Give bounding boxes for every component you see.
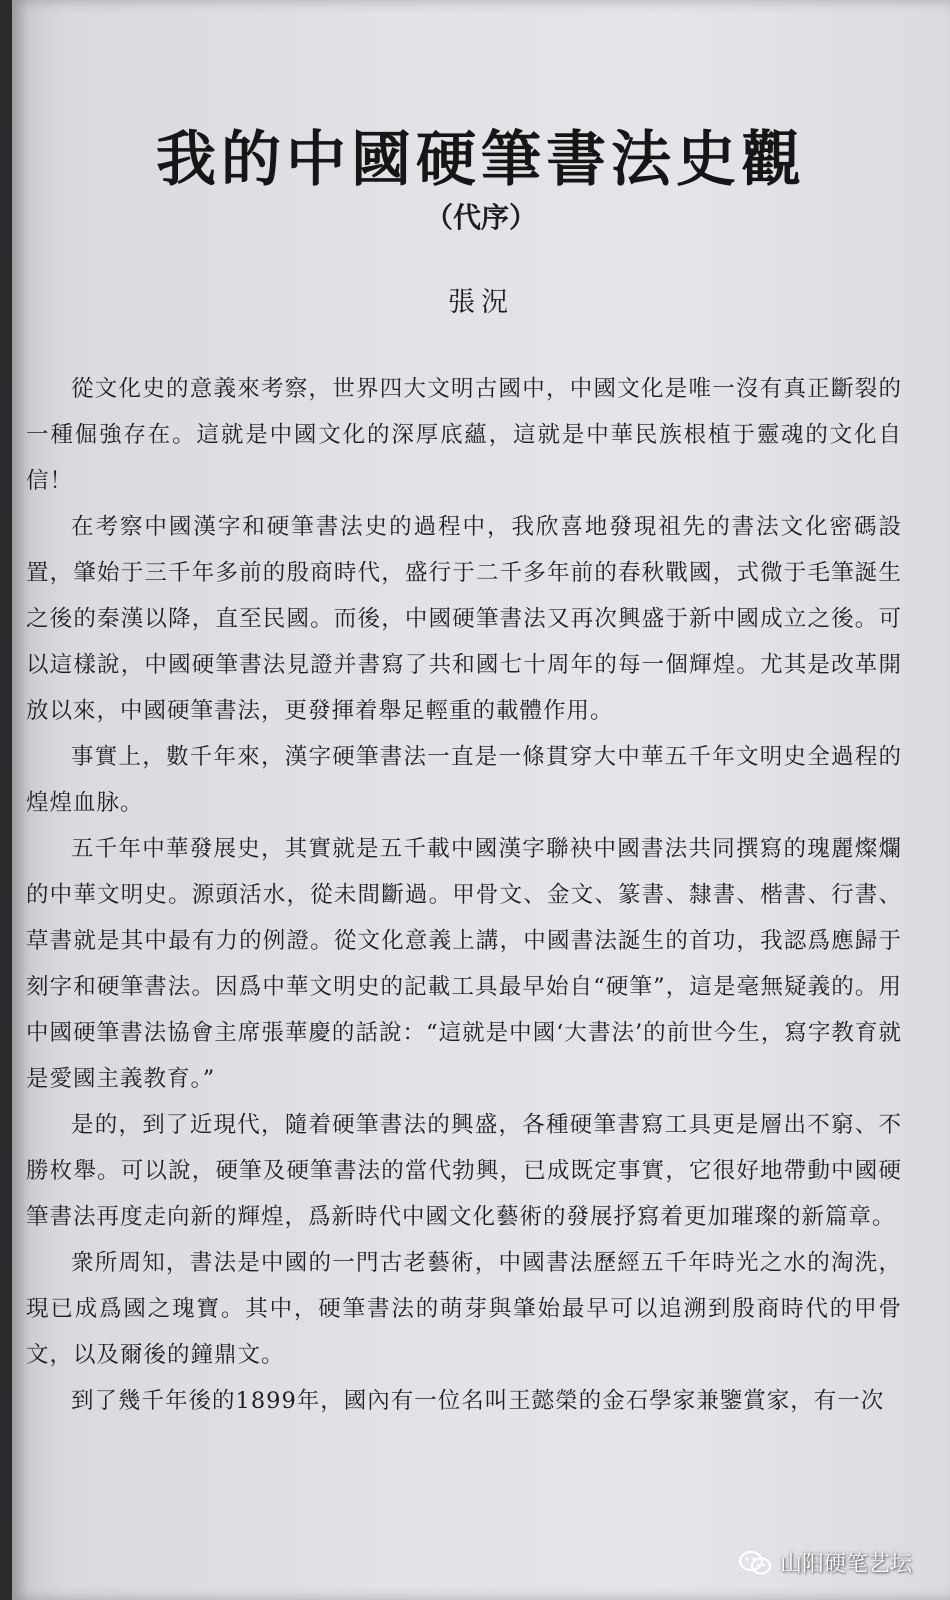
article-body — [26, 366, 902, 1424]
page-title: 我的中國硬筆書法史觀 — [156, 125, 806, 195]
watermark — [738, 1547, 912, 1578]
paragraph: 是的，到了近現代，隨着硬筆書法的興盛，各種硬筆書寫工具更是層出不窮、不勝枚舉。可以說，硬筆及硬筆書法的當代勃興，已成既定事實，它很好地帶動中國硬筆書法再度走向新的輝煌，爲新時代中國文化藝術的發展抒寫着更加璀璨的新篇章。 — [26, 1112, 902, 1230]
wechat-icon — [738, 1550, 772, 1576]
watermark-text: 山阳硬笔艺坛 — [779, 1552, 912, 1577]
book-page — [12, 0, 950, 1600]
paragraph: 到了幾千年後的1899年，國內有一位名叫王懿榮的金石學家兼鑒賞家，有一次 — [71, 1388, 885, 1414]
paragraph: 事實上，數千年來，漢字硬筆書法一直是一條貫穿大中華五千年文明史全過程的煌煌血脉。 — [26, 744, 902, 816]
page-subtitle: （代序） — [424, 201, 537, 234]
paragraph: 五千年中華發展史，其實就是五千載中國漢字聯袂中國書法共同撰寫的瑰麗燦爛的中華文明史。源頭活水，從未間斷過。甲骨文、金文、篆書、隸書、楷書、行書、草書就是其中最有力的例證。從文化意義上講，中國書法誕生的首功，我認爲應歸于刻字和硬筆書法。因爲中華文明史的記載工具最早始自“硬筆”，這是毫無疑義的。用中國硬筆書法協會主席張華慶的話說：“這就是中國‘大書法’的前世今生，寫字教育就是愛國主義教育。” — [26, 836, 902, 1092]
author-name: 張況 — [448, 287, 514, 318]
paragraph: 在考察中國漢字和硬筆書法史的過程中，我欣喜地發現祖先的書法文化密碼設置，肇始于三千年多前的殷商時代，盛行于二千多年前的春秋戰國，式微于毛筆誕生之後的秦漢以降，直至民國。而後，中國硬筆書法又再次興盛于新中國成立之後。可以這樣說，中國硬筆書法見證并書寫了共和國七十周年的每一個輝煌。尤其是改革開放以來，中國硬筆書法，更發揮着舉足輕重的載體作用。 — [26, 514, 902, 724]
paragraph: 衆所周知，書法是中國的一門古老藝術，中國書法歷經五千年時光之水的淘洗，現已成爲國之瑰寶。其中，硬筆書法的萌芽與肇始最早可以追溯到殷商時代的甲骨文，以及爾後的鐘鼎文。 — [26, 1250, 902, 1368]
paragraph: 從文化史的意義來考察，世界四大文明古國中，中國文化是唯一沒有真正斷裂的一種倔強存在。這就是中國文化的深厚底蘊，這就是中華民族根植于靈魂的文化自信！ — [26, 376, 902, 494]
